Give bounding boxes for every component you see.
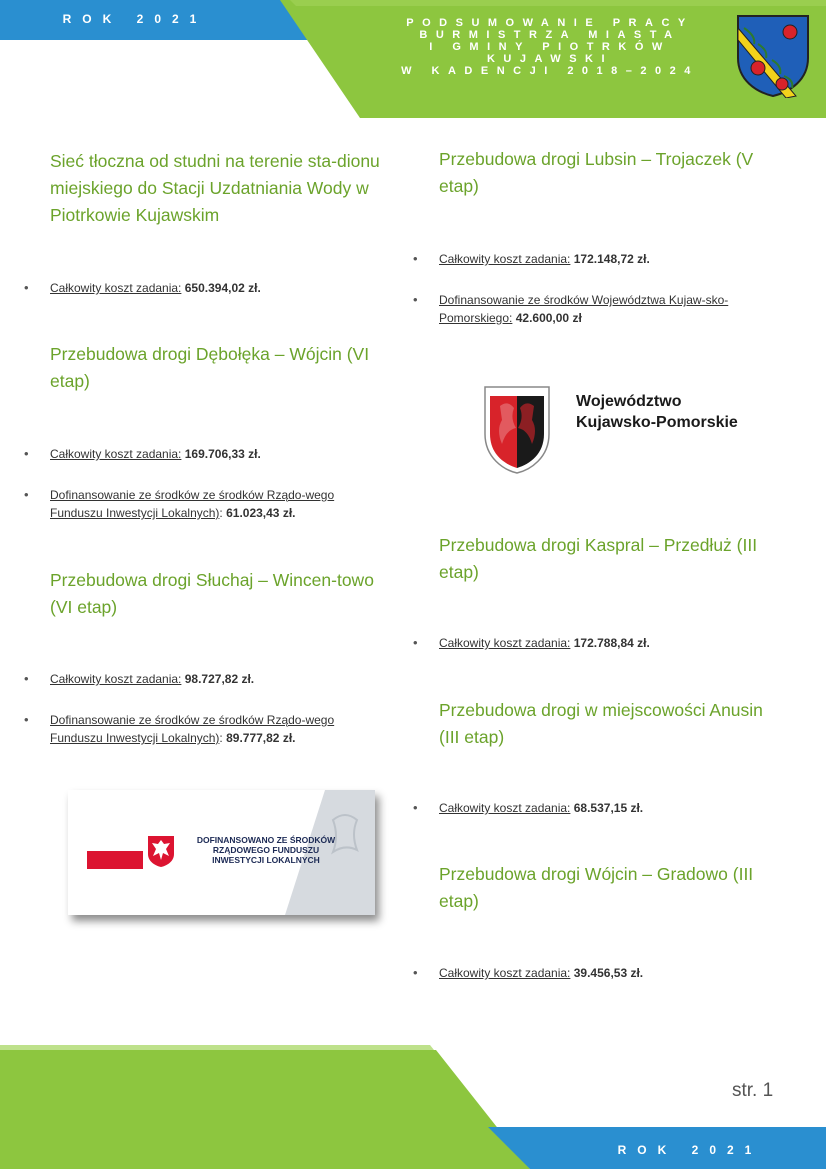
- section-title: Przebudowa drogi Kaspral – Przedłuż (III etap): [439, 535, 758, 582]
- polish-eagle-icon: [146, 834, 176, 868]
- section-title: Przebudowa drogi w miejscowości Anusin (III etap): [439, 700, 763, 747]
- list-item: [36, 670, 390, 688]
- item-value: 42.600,00 zł: [515, 311, 582, 325]
- section-title: Przebudowa drogi Wójcin – Gradowo (III etap): [439, 864, 754, 911]
- list-item: [425, 634, 789, 652]
- item-label: Całkowity koszt zadania:: [50, 281, 182, 295]
- rfil-text-line: INWESTYCJI LOKALNYCH: [212, 855, 320, 865]
- item-label: Całkowity koszt zadania:: [439, 801, 571, 815]
- header-title-line: KUJAWSKI: [486, 53, 614, 65]
- item-label: Całkowity koszt zadania:: [439, 966, 571, 980]
- kujawsko-pomorskie-logo-text: [576, 391, 738, 433]
- item-value: 172.788,84 zł.: [573, 636, 650, 650]
- item-separator: :: [219, 506, 227, 520]
- list-item: [36, 711, 390, 747]
- item-value: 68.537,15 zł.: [573, 801, 644, 815]
- header-title-line: BURMISTRZA MIASTA: [419, 29, 681, 41]
- logo-text-line: Kujawsko-Pomorskie: [576, 414, 738, 431]
- header-title-line: PODSUMOWANIE PRACY: [406, 17, 694, 29]
- item-separator: :: [219, 731, 227, 745]
- list-item: [425, 799, 789, 817]
- item-value: 39.456,53 zł.: [573, 966, 644, 980]
- page-number: str. 1: [732, 1080, 774, 1101]
- section-title: Przebudowa drogi Dębołęka – Wójcin (VI etap): [50, 344, 370, 391]
- rfil-text: [182, 835, 350, 865]
- item-value: 650.394,02 zł.: [184, 281, 261, 295]
- item-value: 172.148,72 zł.: [573, 252, 650, 266]
- list-item: [425, 250, 789, 268]
- list-item: [425, 291, 789, 327]
- rfil-text-line: DOFINANSOWANO ZE ŚRODKÓW: [196, 835, 336, 845]
- item-value: 61.023,43 zł.: [226, 506, 296, 520]
- kujawsko-pomorskie-coat-of-arms-icon: [482, 384, 552, 476]
- item-label: Całkowity koszt zadania:: [439, 252, 571, 266]
- item-label: Całkowity koszt zadania:: [50, 447, 182, 461]
- logo-text-line: Województwo: [576, 393, 682, 410]
- item-label: Dofinansowanie ze środków Województwa Kujaw-sko-Pomorskiego:: [439, 293, 729, 325]
- item-label: Dofinansowanie ze środków ze środków Rządo-wego Funduszu Inwestycji Lokalnych): [50, 713, 335, 745]
- header-title-line: I GMINY PIOTRKÓW: [429, 41, 671, 53]
- footer-year: ROK 2021: [617, 1143, 763, 1157]
- polish-flag-stripe: [87, 851, 143, 869]
- section-title: Przebudowa drogi Słuchaj – Wincen-towo (VI etap): [50, 570, 374, 617]
- list-item: [36, 486, 390, 522]
- section-title: Sieć tłoczna od studni na terenie sta-dionu miejskiego do Stacji Uzdatniania Wody w Piotrkowie Kujawskim: [50, 151, 380, 225]
- header-year: ROK 2021: [62, 12, 208, 26]
- municipal-coat-of-arms-icon: [736, 14, 810, 98]
- rfil-banner: [68, 790, 375, 915]
- rfil-text-line: RZĄDOWEGO FUNDUSZU: [212, 845, 320, 855]
- section-title: Przebudowa drogi Lubsin – Trojaczek (V etap): [439, 149, 754, 196]
- item-label: Dofinansowanie ze środków ze środków Rządo-wego Funduszu Inwestycji Lokalnych): [50, 488, 335, 520]
- item-value: 169.706,33 zł.: [184, 447, 261, 461]
- item-value: 98.727,82 zł.: [184, 672, 255, 686]
- list-item: [36, 279, 390, 297]
- header-title: [380, 17, 720, 77]
- list-item: [425, 964, 789, 982]
- item-value: 89.777,82 zł.: [226, 731, 296, 745]
- item-label: Całkowity koszt zadania:: [50, 672, 182, 686]
- header-title-line: W KADENCJI 2018–2024: [401, 65, 699, 77]
- item-label: Całkowity koszt zadania:: [439, 636, 571, 650]
- list-item: [36, 445, 390, 463]
